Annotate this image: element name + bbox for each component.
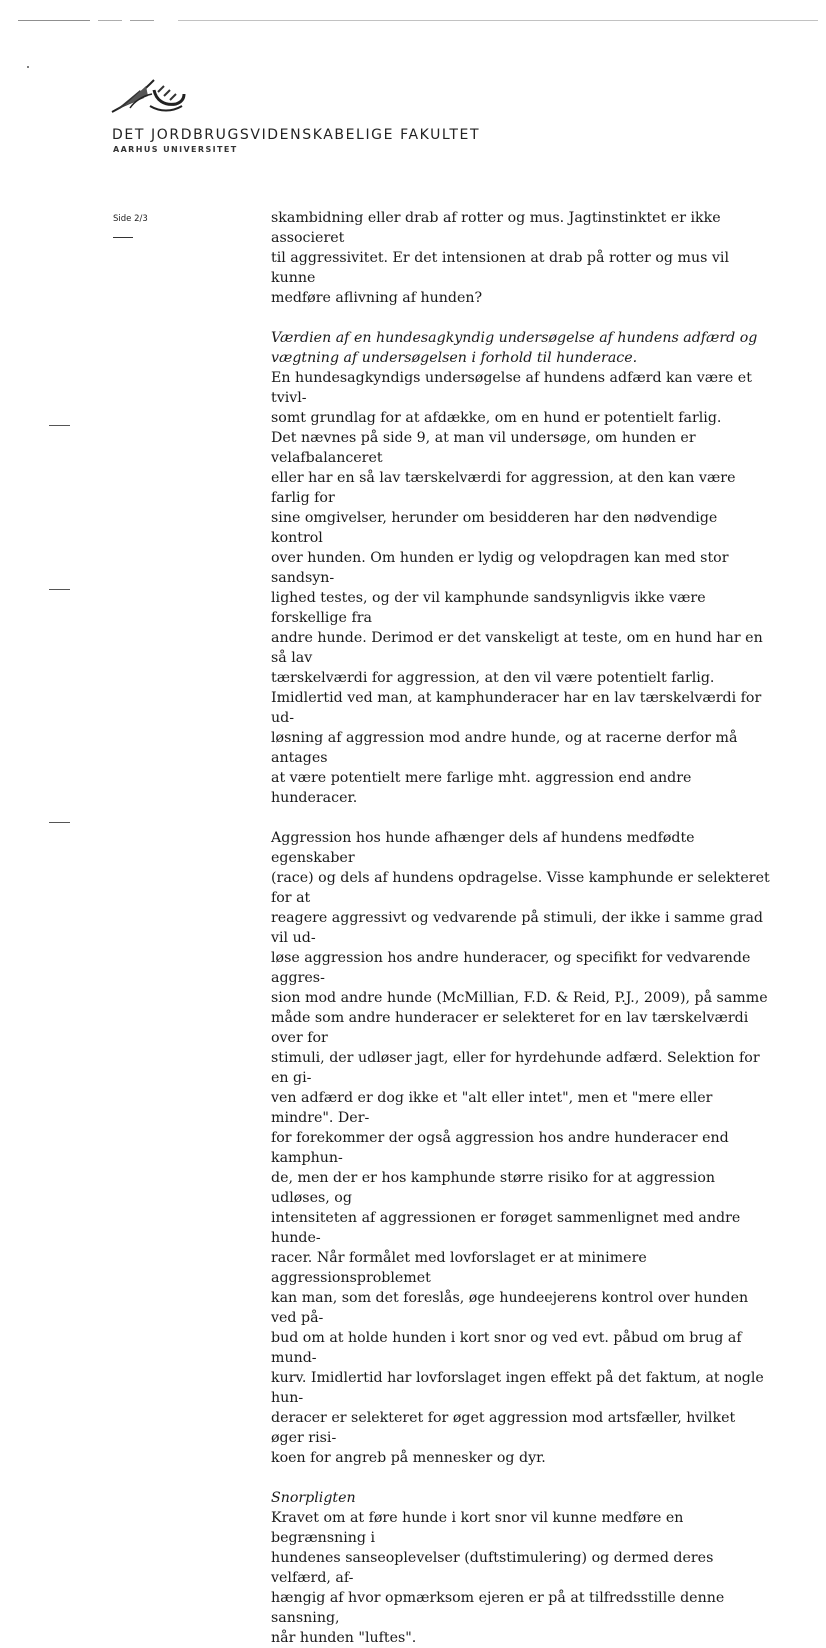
text-line: ven adfærd er dog ikke et "alt eller intet", men et "mere eller mindre". Der- (271, 1090, 713, 1126)
text-line: skambidning eller drab af rotter og mus. Jagtinstinktet er ikke associeret (271, 210, 721, 246)
body-paragraph (271, 1508, 771, 1648)
text-line: bud om at holde hunden i kort snor og ved evt. påbud om brug af mund- (271, 1330, 742, 1366)
text-line: andre hunde. Derimod er det vanskeligt at teste, om en hund har en så lav (271, 630, 763, 666)
text-line: lighed testes, og der vil kamphunde sandsynligvis ikke være forskellige fra (271, 590, 706, 626)
text-line: reagere aggressivt og vedvarende på stimuli, der ikke i samme grad vil ud- (271, 910, 763, 946)
margin-fold-mark (49, 425, 70, 426)
heading-line: vægtning af undersøgelsen i forhold til hunderace. (271, 350, 638, 366)
text-line: at være potentielt mere farlige mht. aggression end andre hunderacer. (271, 770, 692, 806)
margin-fold-mark (49, 589, 70, 590)
text-line: stimuli, der udløser jagt, eller for hyrdehunde adfærd. Selektion for en gi- (271, 1050, 760, 1086)
text-line: Aggression hos hunde afhænger dels af hundens medfødte egenskaber (271, 830, 695, 866)
text-line: medføre aflivning af hunden? (271, 290, 483, 306)
text-line: tærskelværdi for aggression, at den vil være potentielt farlig. (271, 670, 715, 686)
body-paragraph (271, 208, 771, 308)
margin-fold-mark (49, 822, 70, 823)
text-line: løse aggression hos andre hunderacer, og specifikt for vedvarende aggres- (271, 950, 751, 986)
university-name: AARHUS UNIVERSITET (113, 145, 238, 154)
au-sailing-ship-logo-icon (110, 76, 186, 116)
text-line: koen for angreb på mennesker og dyr. (271, 1450, 546, 1466)
text-line: racer. Når formålet med lovforslaget er at minimere aggressionsproblemet (271, 1250, 647, 1286)
text-line: (race) og dels af hundens opdragelse. Visse kamphunde er selekteret for at (271, 870, 770, 906)
scan-top-rule (18, 20, 818, 21)
text-line: sion mod andre hunde (McMillian, F.D. & Reid, P.J., 2009), på samme (271, 990, 768, 1006)
body-paragraph (271, 368, 771, 808)
heading-line: Værdien af en hundesagkyndig undersøgelse af hundens adfærd og (271, 330, 758, 346)
text-line: Imidlertid ved man, at kamphunderacer har en lav tærskelværdi for ud- (271, 690, 762, 726)
text-line: de, men der er hos kamphunde større risiko for at aggression udløses, og (271, 1170, 716, 1206)
page-number: Side 2/3 (113, 214, 148, 224)
faculty-name: DET JORDBRUGSVIDENSKABELIGE FAKULTET (112, 127, 481, 143)
text-line: deracer er selekteret for øget aggression mod artsfæller, hvilket øger risi- (271, 1410, 736, 1446)
text-line: sine omgivelser, herunder om besidderen har den nødvendige kontrol (271, 510, 718, 546)
text-line: Kravet om at føre hunde i kort snor vil kunne medføre en begrænsning i (271, 1510, 684, 1546)
letter-body (271, 208, 771, 1648)
page-number-rule (113, 237, 133, 238)
text-line: somt grundlag for at afdække, om en hund er potentielt farlig. (271, 410, 722, 426)
text-line: intensiteten af aggressionen er forøget sammenlignet med andre hunde- (271, 1210, 741, 1246)
text-line: kan man, som det foreslås, øge hundeejerens kontrol over hunden ved på- (271, 1290, 749, 1326)
text-line: hængig af hvor opmærksom ejeren er på at tilfredsstille denne sansning, (271, 1590, 725, 1626)
text-line: løsning af aggression mod andre hunde, og at racerne derfor må antages (271, 730, 738, 766)
text-line: måde som andre hunderacer er selekteret for en lav tærskelværdi over for (271, 1010, 749, 1046)
text-line: når hunden "luftes". (271, 1630, 417, 1646)
text-line: eller har en så lav tærskelværdi for aggression, at den kan være farlig for (271, 470, 736, 506)
text-line: hundenes sanseoplevelser (duftstimulering) og dermed deres velfærd, af- (271, 1550, 714, 1586)
text-line: kurv. Imidlertid har lovforslaget ingen effekt på det faktum, at nogle hun- (271, 1370, 764, 1406)
body-paragraph (271, 828, 771, 1468)
text-line: over hunden. Om hunden er lydig og velopdragen kan med stor sandsyn- (271, 550, 729, 586)
text-line: for forekommer der også aggression hos andre hunderacer end kamphun- (271, 1130, 729, 1166)
text-line: Det nævnes på side 9, at man vil undersøge, om hunden er velafbalanceret (271, 430, 696, 466)
text-line: En hundesagkyndigs undersøgelse af hundens adfærd kan være et tvivl- (271, 370, 752, 406)
scan-speck (27, 66, 29, 68)
section-heading (271, 328, 771, 368)
section-heading: Snorpligten (271, 1490, 356, 1506)
text-line: til aggressivitet. Er det intensionen at drab på rotter og mus vil kunne (271, 250, 729, 286)
